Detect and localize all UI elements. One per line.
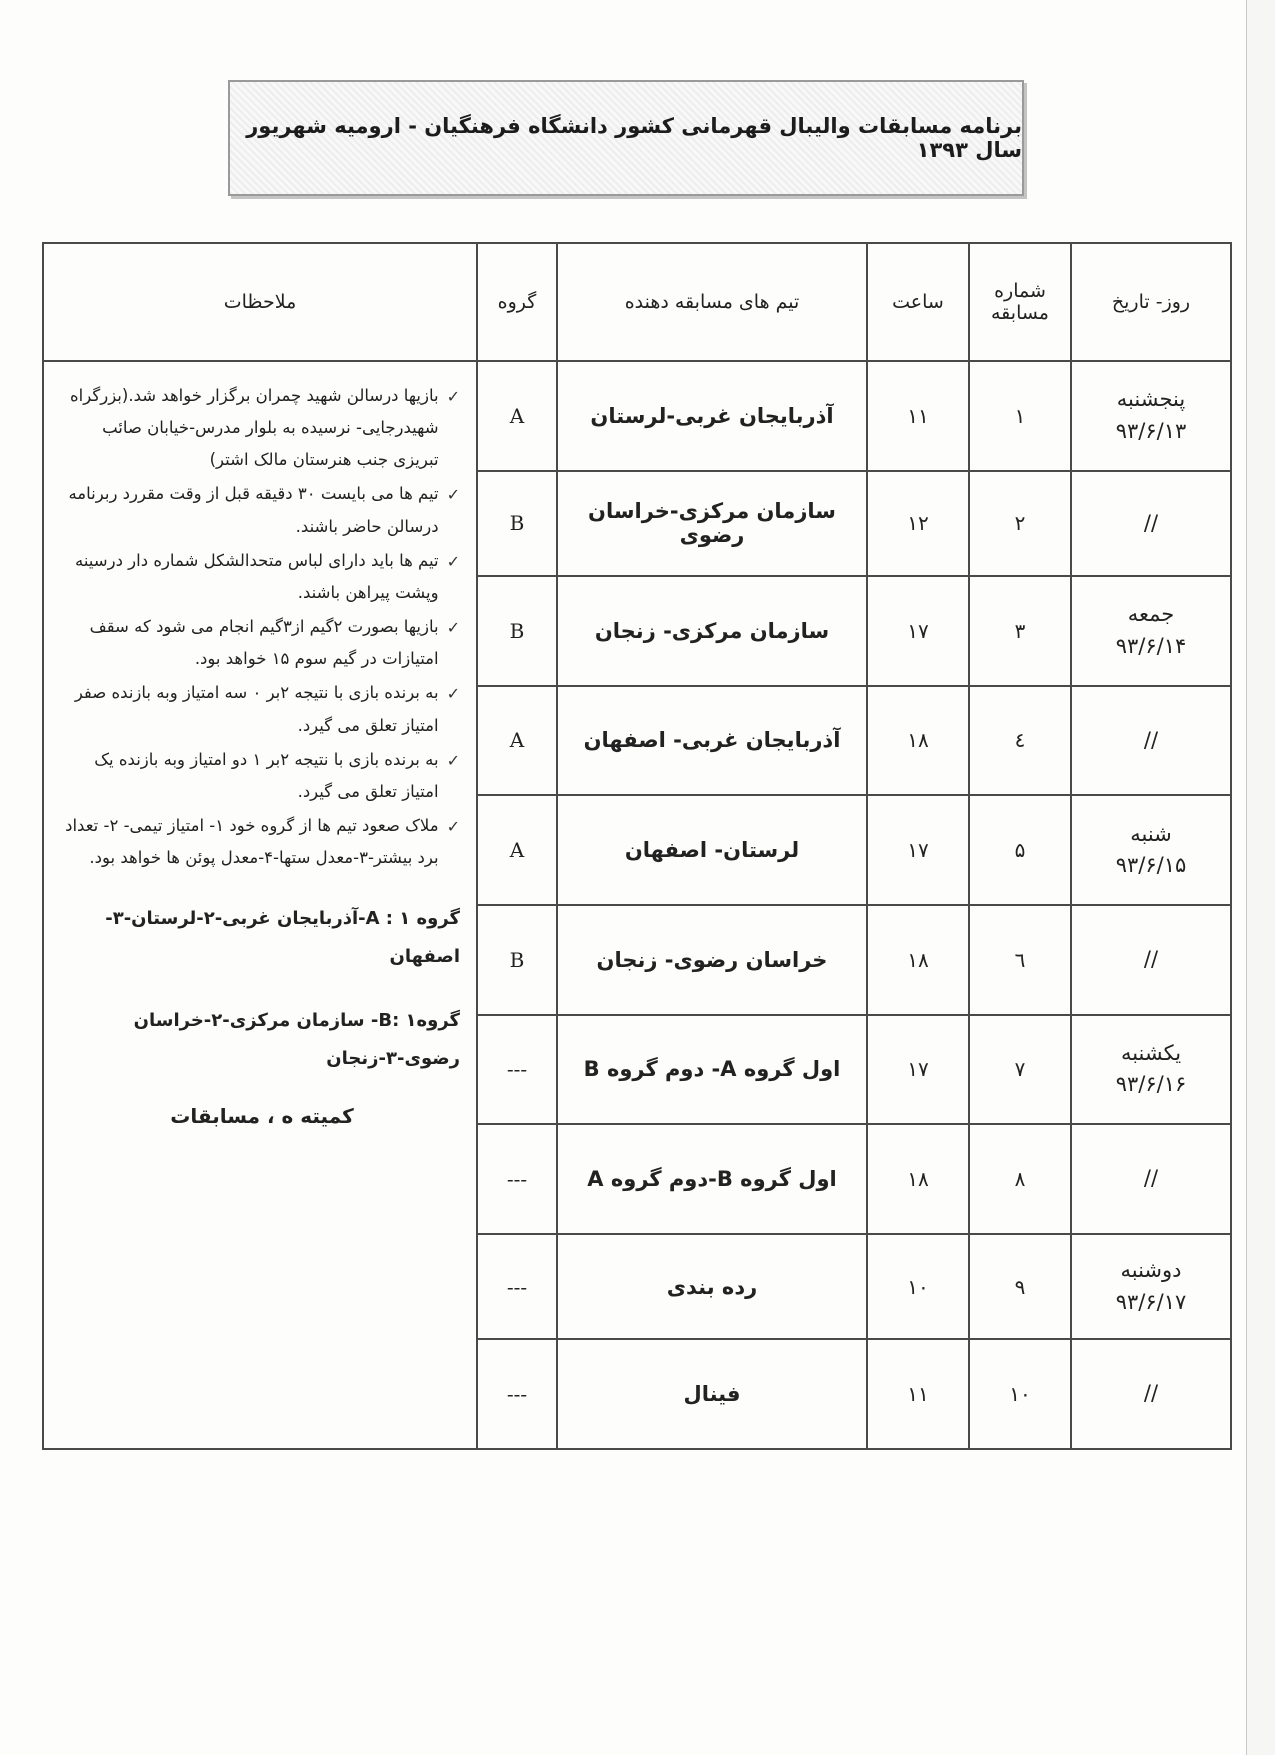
day-date-cell [1071,1339,1231,1449]
notes-cell [43,361,477,1449]
group-cell: --- [477,1339,557,1449]
checkmark-icon: ✓ [446,618,460,638]
date-value: ۹۳/۶/۱۳ [1115,418,1187,443]
note-item [64,611,460,675]
time-cell: ۱۱ [867,1339,969,1449]
day-date-cell [1071,576,1231,686]
teams-cell: فینال [557,1339,867,1449]
page-title: برنامه مسابقات والیبال قهرمانی کشور دانشگاه فرهنگیان - ارومیه شهریور سال ۱۳۹۳ [246,114,1022,162]
group-cell: B [477,905,557,1015]
teams-cell: اول گروه A- دوم گروه B [557,1015,867,1125]
time-cell: ۱۸ [867,1124,969,1234]
checkmark-icon: ✓ [446,684,460,704]
day-date-cell [1071,1124,1231,1234]
day-name: شنبه [1130,821,1172,846]
checkmark-icon: ✓ [446,750,460,770]
group-cell: A [477,795,557,905]
day-date-cell [1071,905,1231,1015]
day-name: // [1143,1166,1159,1191]
header-group: گروه [477,243,557,361]
time-cell: ۱۸ [867,905,969,1015]
note-item [64,380,460,477]
teams-cell: اول گروه B-دوم گروه A [557,1124,867,1234]
match-number-cell: ۷ [969,1015,1071,1125]
note-item [64,744,460,808]
teams-cell: خراسان رضوی- زنجان [557,905,867,1015]
day-name: // [1143,1381,1159,1406]
header-time: ساعت [867,243,969,361]
group-cell: A [477,361,557,471]
header-notes: ملاحظات [43,243,477,361]
day-date-cell [1071,795,1231,905]
time-cell: ۱۷ [867,576,969,686]
match-number-cell: ۱ [969,361,1071,471]
checkmark-icon: ✓ [446,551,460,571]
match-number-cell: ۳ [969,576,1071,686]
note-text: بازیها بصورت ۲گیم از۳گیم انجام می شود که سقف امتیازات در گیم سوم ۱۵ خواهد بود. [89,617,439,669]
table-row [43,361,1231,471]
match-number-cell: ٦ [969,905,1071,1015]
table-header-row [43,243,1231,361]
note-text: ملاک صعود تیم ها از گروه خود ۱- امتیاز تیمی- ۲- تعداد برد بیشتر-۳-معدل ستها-۴-معدل پوئن ها خواهد بود. [65,816,439,868]
group-a-definition: گروه A : ۱-آذربایجان غربی-۲-لرستان-۳-اصفهان [105,908,460,968]
group-cell: A [477,686,557,796]
scan-page-edge [1246,0,1275,1755]
teams-cell: سازمان مرکزی- زنجان [557,576,867,686]
header-day-date: روز- تاریخ [1071,243,1231,361]
day-name: جمعه [1127,602,1175,627]
day-name: // [1143,727,1159,752]
teams-cell: آذربایجان غربی- اصفهان [557,686,867,796]
group-cell: --- [477,1234,557,1339]
date-value: ۹۳/۶/۱۴ [1115,633,1187,658]
header-teams: تیم های مسابقه دهنده [557,243,867,361]
checkmark-icon: ✓ [446,817,460,837]
day-name: دوشنبه [1120,1258,1182,1282]
time-cell: ۱۸ [867,686,969,796]
note-item [64,545,460,609]
match-number-cell: ۱۰ [969,1339,1071,1449]
date-value: ۹۳/۶/۱۷ [1115,1289,1187,1314]
day-date-cell [1071,1015,1231,1125]
group-cell: B [477,471,557,576]
time-cell: ۱۲ [867,471,969,576]
schedule-table [42,242,1232,1450]
day-name: پنجشنبه [1116,387,1186,412]
match-number-cell: ۲ [969,471,1071,576]
match-number-cell: ۵ [969,795,1071,905]
teams-cell: سازمان مرکزی-خراسان رضوی [557,471,867,576]
teams-cell: لرستان- اصفهان [557,795,867,905]
note-text: تیم ها می بایست ۳۰ دقیقه قبل از وقت مقررد ربرنامه درسالن حاضر باشند. [68,484,439,536]
header-match-number: شماره مسابقه [969,243,1071,361]
date-value: ۹۳/۶/۱۵ [1115,853,1187,878]
checkmark-icon: ✓ [446,386,460,406]
day-name: یکشنبه [1120,1040,1182,1065]
time-cell: ۱۱ [867,361,969,471]
time-cell: ۱۷ [867,795,969,905]
note-text: به برنده بازی با نتیجه ۲بر ۱ دو امتیاز وبه بازنده یک امتیاز تعلق می گیرد. [94,749,439,801]
match-number-cell: ٤ [969,686,1071,796]
day-date-cell [1071,686,1231,796]
match-number-cell: ۹ [969,1234,1071,1339]
date-value: ۹۳/۶/۱۶ [1115,1072,1187,1097]
note-item [64,478,460,542]
note-text: تیم ها باید دارای لباس متحدالشکل شماره دار درسینه وپشت پیراهن باشند. [74,550,439,602]
day-name: // [1143,510,1159,535]
time-cell: ۱۰ [867,1234,969,1339]
note-text: بازیها درسالن شهید چمران برگزار خواهد شد.(بزرگراه شهیدرجایی- نرسیده به بلوار مدرس-خیابان صائب تبریزی جنب هنرستان مالک اشتر) [70,385,439,470]
day-name: // [1143,946,1159,971]
group-cell: --- [477,1124,557,1234]
note-text: به برنده بازی با نتیجه ۲بر ۰ سه امتیاز وبه بازنده صفر امتیاز تعلق می گیرد. [74,683,439,735]
checkmark-icon: ✓ [446,485,460,505]
note-item [64,810,460,874]
committee-signature: کمیته ه ، مسابقات [170,1103,354,1128]
day-date-cell [1071,471,1231,576]
time-cell: ۱۷ [867,1015,969,1125]
group-cell: B [477,576,557,686]
teams-cell: آذربایجان غربی-لرستان [557,361,867,471]
day-date-cell [1071,361,1231,471]
day-date-cell [1071,1234,1231,1339]
group-cell: --- [477,1015,557,1125]
match-number-cell: ۸ [969,1124,1071,1234]
teams-cell: رده بندی [557,1234,867,1339]
note-item [64,677,460,741]
title-banner [228,80,1024,196]
notes-list [64,380,460,875]
group-b-definition: گروهB: ۱- سازمان مرکزی-۲-خراسان رضوی-۳-زنجان [133,1010,460,1069]
